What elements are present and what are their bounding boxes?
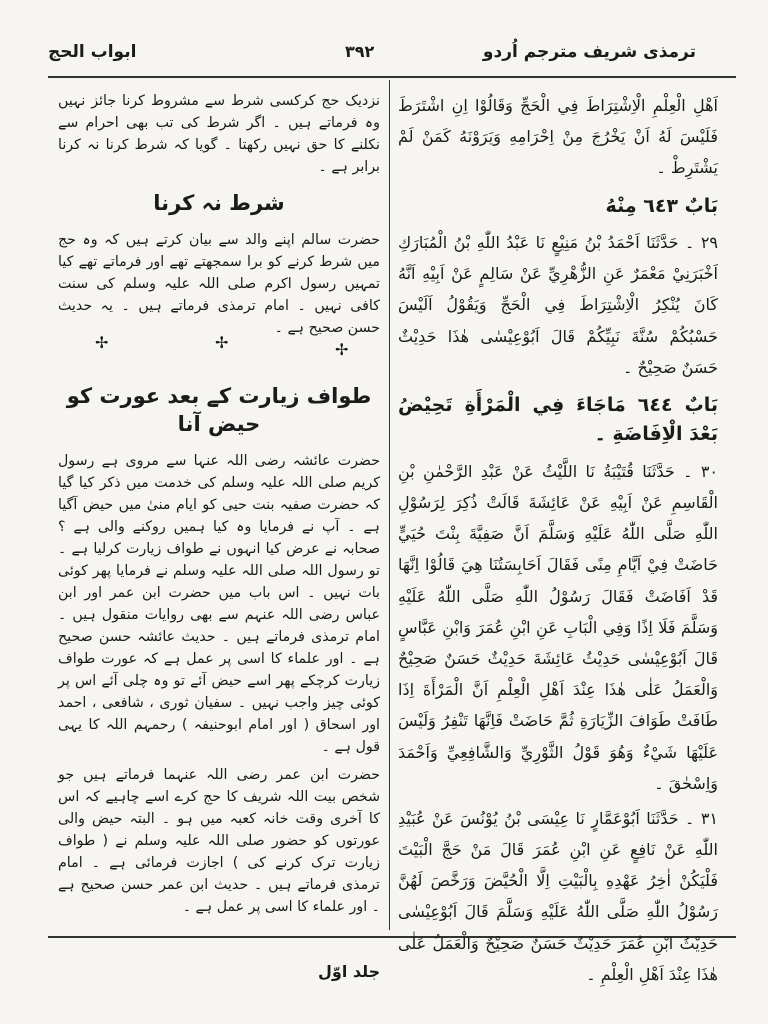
hadith-731: ٣١ ۔ حَدَّثَنَا اَبُوْعَمَّارٍ نَا عِيْسَى بْنُ يُوْنُسَ عَنْ عُبَيْدِ اللّٰهِ عَنْ نَافِعٍ عَنِ ابْنِ عُمَرَ قَالَ مَنْ حَجَّ الْبَيْتَ فَلْيَكُنْ اٰخِرُ عَهْدِهِ بِالْبَيْتِ اِلَّا الْحُيَّضَ وَرَخَّصَ لَهُنَّ رَسُوْلُ اللّٰهِ صَلَّى اللّٰهُ عَلَيْهِ وَسَلَّمَ قَالَ اَبُوْعِيْسٰى حَدِيْثُ ابْنِ عُمَرَ حَدِيْثٌ حَسَنٌ صَحِيْحٌ وَالْعَمَلُ عَلٰى هٰذَا عِنْدَ اَهْلِ الْعِلْمِ ۔ <box>398 808 718 984</box>
header-rule <box>48 76 736 78</box>
hadith-730: ٣٠ ۔ حَدَّثَنَا قُتَيْبَةُ نَا اللَّيْثُ عَنْ عَبْدِ الرَّحْمٰنِ بْنِ الْقَاسِمِ عَنْ اَبِيْهِ عَنْ عَائِشَةَ قَالَتْ ذُكِرَ لِرَسُوْلِ اللّٰهِ صَلَّى اللّٰهُ عَلَيْهِ وَسَلَّمَ اَنَّ صَفِيَّةَ بِنْتَ حُيَيٍّ حَاضَتْ فِيْ اَيَّامِ مِنًى فَقَالَ اَحَابِسَتُنَا هِيَ قَالُوْا اِنَّهَا قَدْ اَفَاضَتْ فَقَالَ رَسُوْلُ اللّٰهِ صَلَّى اللّٰهُ عَلَيْهِ وَسَلَّمَ فَلَا اِذًا وَفِي الْبَابِ عَنِ ابْنِ عُمَرَ وَابْنِ عَبَّاسٍ قَالَ اَبُوْعِيْسٰى حَدِيْثُ عَائِشَةَ حَدِيْثٌ حَسَنٌ صَحِيْحٌ وَالْعَمَلُ عَلٰى هٰذَا عِنْدَ اَهْلِ الْعِلْمِ اَنَّ الْمَرْأَةَ اِذَا طَافَتْ طَوَافَ الزِّيَارَةِ ثُمَّ حَاضَتْ فَاِنَّهَا تَنْفِرُ وَلَيْسَ عَلَيْهَا شَيْءٌ وَهُوَ قَوْلُ الثَّوْرِيِّ وَالشَّافِعِيِّ وَاَحْمَدَ وَاِسْحٰقَ ۔ <box>398 461 718 793</box>
hadith-729: ٢٩ ۔ حَدَّثَنَا اَحْمَدُ بْنُ مَنِيْعٍ نَا عَبْدُ اللّٰهِ بْنُ الْمُبَارَكِ اَخْبَرَنِيْ مَعْمَرٌ عَنِ الزُّهْرِيِّ عَنْ سَالِمٍ عَنْ اَبِيْهِ اَنَّهُ كَانَ يُنْكِرُ الْاِشْتِرَاطَ فِي الْحَجِّ وَيَقُوْلُ اَلَيْسَ حَسْبُكُمْ سُنَّةَ نَبِيِّكُمْ قَالَ اَبُوْعِيْسٰى هٰذَا حَدِيْثٌ حَسَنٌ صَحِيْحٌ ۔ <box>398 233 718 377</box>
book-title: ترمذی شریف مترجم اُردو <box>482 42 696 62</box>
urdu-paragraph-1: حضرت سالم اپنے والد سے بیان کرتے ہیں کہ وہ حج میں شرط کرنے کو برا سمجھتے تھے اور فرماتے تھے کیا تمہیں رسول اکرم صلی اللہ علیہ وسلم کی سنت کافی نہیں ۔ امام ترمذی فرماتے ہیں ۔ یہ حدیث حسن صحیح ہے ۔ <box>58 232 380 337</box>
separator-mark: ✢ <box>215 333 229 352</box>
arabic-intro: اَهْلِ الْعِلْمِ الْاِشْتِرَاطَ فِي الْحَجِّ وَقَالُوْا اِنِ اشْتَرَطَ فَلَيْسَ لَهُ اَنْ يَخْرُجَ مِنْ اِحْرَامِهِ وَيَرَوْنَهُ كَمَنْ لَمْ يَشْتَرِطْ ۔ <box>398 96 718 178</box>
volume-label: جلد اوّل <box>318 962 381 981</box>
urdu-translation-column <box>58 90 380 930</box>
arabic-text-column <box>398 90 718 984</box>
column-divider <box>389 80 390 930</box>
separator-mark: ✢ <box>95 333 109 352</box>
chapter-title: ابواب الحج <box>48 42 137 62</box>
section-heading-menstruation: طواف زیارت کے بعد عورت کو حیض آنا <box>66 384 372 436</box>
urdu-intro: نزدیک حج کرکسی شرط سے مشروط کرنا جائز نہیں وہ فرماتے ہیں ۔ اگر شرط کی تب بھی احرام سے نکلنے کا حق نہیں رکھتا ۔ گویا کہ شرط کرنا نہ کرنا برابر ہے ۔ <box>58 93 380 175</box>
bab-heading-643: بَابٌ ٦٤٣ مِنْهُ <box>605 194 718 217</box>
urdu-paragraph-3: حضرت ابن عمر رضی اللہ عنہما فرماتے ہیں جو شخص بیت اللہ شریف کا حج کرے اسے چاہیے کہ اس کا آخری وقت خانہ کعبہ میں ہو ۔ البتہ حیض والی عورتوں کو حضور صلی اللہ علیہ وسلم نے ( طواف زیارت ترک کرنے کی ) اجازت فرمائی ہے ۔ امام ترمذی فرماتے ہیں ۔ حدیث ابن عمر حسن صحیح ہے ۔ اور علماء کا اسی پر عمل ہے ۔ <box>58 766 380 915</box>
separator-mark: ✢ <box>335 340 349 359</box>
page-number: ۳۹۲ <box>345 42 375 61</box>
urdu-paragraph-2: حضرت عائشہ رضی اللہ عنہا سے مروی ہے رسول کریم صلی اللہ علیہ وسلم کی خدمت میں ذکر کیا گیا کہ حضرت صفیہ بنت حیی کو ایام منیٰ میں حیض آگیا ہے ۔ آپ نے فرمایا وہ کیا ہمیں روکنے والی ہے ؟ صحابہ نے عرض کیا انہوں نے طواف زیارت کرلیا ہے ۔ تو رسول اللہ صلی اللہ علیہ وسلم نے فرمایا پھر کوئی بات نہیں ۔ اس باب میں حضرت ابن عمر اور ابن عباس رضی اللہ عنہم سے بھی روایات منقول ہیں ۔ امام ترمذی فرماتے ہیں ۔ حدیث عائشہ حسن صحیح ہے ۔ اور علماء کا اسی پر عمل ہے کہ عورت طواف زیارت کرچکے پھر اسے حیض آئے تو وہ چلی آئے اس پر کوئی چیز واجب نہیں ۔ سفیان ثوری ، شافعی ، احمد اور اسحاق ( اور امام ابوحنیفہ ) رحمہم اللہ کا یہی قول ہے ۔ <box>58 452 380 755</box>
section-heading-no-condition: شرط نہ کرنا <box>153 191 285 215</box>
bab-heading-644: بَابٌ ٦٤٤ مَاجَاءَ فِي الْمَرْأَةِ تَحِيْضُ بَعْدَ الْاِفَاضَةِ ۔ <box>398 393 718 446</box>
